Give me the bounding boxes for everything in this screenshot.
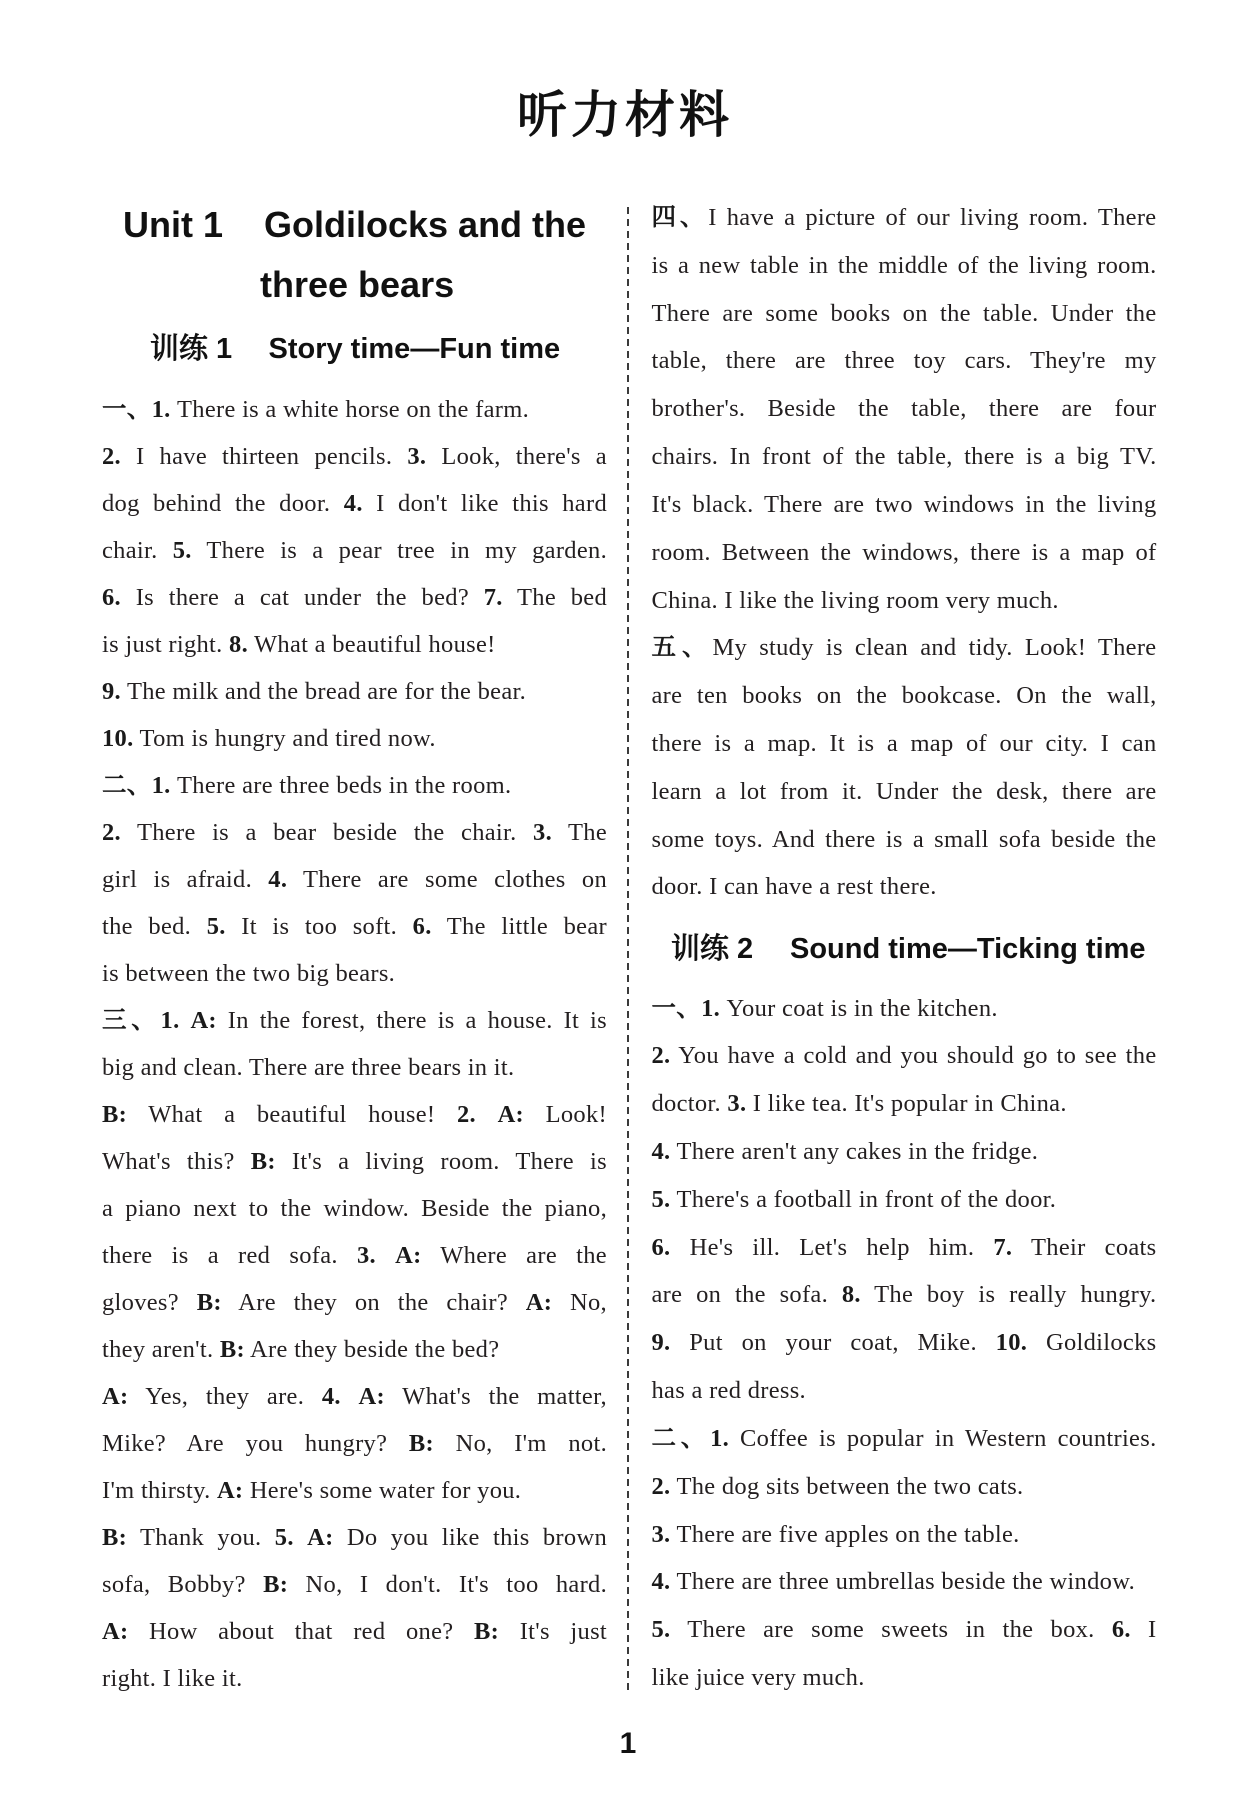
item-marker: 4. (321, 1383, 341, 1411)
item-marker: A: (102, 1383, 129, 1411)
item-marker: 5. (172, 536, 192, 564)
item-marker: A: (190, 1007, 217, 1034)
item-marker: 1. (151, 771, 171, 799)
transcript-line: the bed. 5. It is too soft. 6. The little bear (102, 912, 607, 940)
transcript-line: 4. There are three umbrellas beside the window. (651, 1568, 1136, 1596)
transcript-line: are on the sofa. 8. The boy is really hungry. (651, 1281, 1157, 1309)
item-marker: A: (102, 1618, 129, 1646)
transcript-line: they aren't. B: Are they beside the bed? (102, 1336, 500, 1364)
item-marker: 5. (651, 1616, 671, 1644)
item-marker: 9. (102, 677, 121, 705)
item-marker: 1. (160, 1007, 180, 1034)
item-marker: 1. (701, 994, 721, 1022)
transcript-line: 2. There is a bear beside the chair. 3. The (102, 818, 607, 846)
section-label: 训练 1 (150, 333, 233, 365)
item-marker: 1. (151, 395, 171, 423)
item-marker: 二、 (102, 771, 152, 799)
item-marker: 一、 (651, 994, 702, 1022)
item-marker: 一、 (102, 395, 152, 423)
section-label: 训练 2 (671, 932, 754, 965)
transcript-line: chairs. In front of the table, there is a big TV. (651, 443, 1157, 471)
item-marker: 5. (274, 1524, 294, 1552)
item-marker: 5. (206, 912, 226, 940)
unit-number: Unit 1 (123, 203, 224, 245)
item-marker: A: (358, 1383, 385, 1411)
section-title: Story time—Fun time (268, 333, 561, 365)
item-marker: 4. (268, 865, 288, 893)
transcript-line: is between the two big bears. (102, 959, 396, 987)
transcript-line: 五、My study is clean and tidy. Look! There (651, 634, 1157, 662)
transcript-line: doctor. 3. I like tea. It's popular in China. (651, 1090, 1067, 1118)
item-marker: B: (408, 1430, 434, 1458)
item-marker: 5. (651, 1185, 671, 1213)
transcript-line: is a new table in the middle of the living room. (651, 251, 1157, 279)
item-marker: A: (395, 1242, 422, 1270)
item-marker: 7. (483, 583, 503, 611)
transcript-line: A: Yes, they are. 4. A: What's the matter, (102, 1383, 607, 1411)
transcript-line: 5. There's a football in front of the door. (651, 1185, 1057, 1213)
transcript-line: It's black. There are two windows in the living (651, 490, 1157, 518)
item-marker: 8. (229, 630, 248, 658)
transcript-line: 一、1. Your coat is in the kitchen. (651, 994, 998, 1022)
transcript-line: has a red dress. (651, 1377, 806, 1405)
transcript-line: A: How about that red one? B: It's just (102, 1618, 608, 1646)
transcript-line: 二、1. Coffee is popular in Western countries. (651, 1424, 1157, 1452)
transcript-line: 2. I have thirteen pencils. 3. Look, there's a (102, 442, 607, 470)
transcript-line: is just right. 8. What a beautiful house! (102, 630, 496, 658)
item-marker: 8. (841, 1281, 861, 1309)
transcript-line: 三、1. A: In the forest, there is a house. It is (102, 1007, 607, 1034)
transcript-line: B: Thank you. 5. A: Do you like this brown (102, 1524, 607, 1552)
transcript-line: room. Between the windows, there is a map of (651, 538, 1157, 566)
item-marker: 10. (102, 724, 134, 752)
transcript-line: China. I like the living room very much. (651, 586, 1059, 614)
item-marker: 6. (412, 912, 432, 940)
transcript-line: 四、I have a picture of our living room. There (651, 203, 1157, 231)
item-marker: B: (250, 1148, 276, 1176)
unit-title-line: Goldilocks and the (264, 203, 587, 245)
item-marker: 4. (343, 489, 363, 517)
item-marker: B: (196, 1289, 222, 1317)
transcript-line: big and clean. There are three bears in it. (102, 1054, 515, 1082)
item-marker: B: (263, 1571, 289, 1599)
transcript-line: 9. Put on your coat, Mike. 10. Goldilocks (651, 1329, 1157, 1357)
transcript-line: like juice very much. (651, 1664, 865, 1692)
section-title: Sound time—Ticking time (790, 932, 1146, 965)
transcript-line: brother's. Beside the table, there are four (651, 395, 1157, 423)
transcript-line: 4. There aren't any cakes in the fridge. (651, 1137, 1039, 1165)
item-marker: 3. (533, 818, 552, 846)
item-marker: 6. (102, 583, 121, 611)
transcript-line: 6. Is there a cat under the bed? 7. The bed (102, 583, 607, 611)
item-marker: 4. (651, 1568, 671, 1596)
item-marker: 3. (356, 1242, 376, 1270)
transcript-line: learn a lot from it. Under the desk, there are (651, 777, 1157, 805)
item-marker: 2. (102, 818, 121, 846)
transcript-line: 2. The dog sits between the two cats. (651, 1472, 1024, 1500)
transcript-line: table, there are three toy cars. They're my (651, 347, 1157, 375)
item-marker: 二、 (651, 1424, 711, 1452)
transcript-line: 一、1. There is a white horse on the farm. (102, 395, 530, 423)
transcript-line: 5. There are some sweets in the box. 6. I (651, 1616, 1157, 1644)
item-marker: 6. (1111, 1616, 1131, 1644)
item-marker: 3. (651, 1520, 671, 1548)
item-marker: 四、 (651, 203, 709, 231)
transcript-line: sofa, Bobby? B: No, I don't. It's too hard. (102, 1571, 608, 1599)
item-marker: 10. (995, 1329, 1028, 1357)
transcript-line: chair. 5. There is a pear tree in my garden. (102, 536, 607, 564)
transcript-line: 9. The milk and the bread are for the bear. (102, 677, 527, 705)
transcript-line: 2. You have a cold and you should go to see the (651, 1042, 1157, 1070)
item-marker: 1. (710, 1424, 730, 1452)
transcript-line: some toys. And there is a small sofa beside the (651, 825, 1157, 853)
transcript-line: door. I can have a rest there. (651, 873, 937, 901)
item-marker: 3. (407, 442, 427, 470)
item-marker: B: (219, 1336, 245, 1364)
transcript-line: There are some books on the table. Under the (651, 299, 1157, 327)
transcript-line: I'm thirsty. A: Here's some water for you. (102, 1477, 522, 1505)
item-marker: B: (102, 1101, 128, 1129)
item-marker: A: (497, 1101, 525, 1129)
item-marker: 6. (651, 1233, 671, 1261)
item-marker: A: (525, 1289, 553, 1317)
item-marker: B: (474, 1618, 500, 1646)
transcript-line: 3. There are five apples on the table. (651, 1520, 1020, 1548)
item-marker: 三、 (102, 1007, 161, 1034)
item-marker: A: (307, 1524, 334, 1552)
page-title: 听力材料 (517, 86, 733, 144)
item-marker: 2. (651, 1042, 671, 1070)
transcript-line: right. I like it. (102, 1665, 243, 1693)
unit-title-line: three bears (260, 263, 455, 305)
item-marker: 2. (651, 1472, 671, 1500)
item-marker: 7. (993, 1233, 1013, 1261)
item-marker: 2. (102, 442, 121, 470)
transcript-line: girl is afraid. 4. There are some clothes on (102, 865, 607, 893)
transcript-line: 10. Tom is hungry and tired now. (102, 724, 436, 752)
item-marker: B: (102, 1524, 128, 1552)
transcript-line: are ten books on the bookcase. On the wall, (651, 682, 1157, 710)
transcript-line: dog behind the door. 4. I don't like this hard (102, 489, 607, 517)
transcript-line: B: What a beautiful house! 2. A: Look! (102, 1101, 607, 1129)
transcript-line: 二、1. There are three beds in the room. (102, 771, 512, 799)
item-marker: 2. (456, 1101, 476, 1129)
item-marker: 4. (651, 1137, 671, 1165)
left-column (102, 386, 607, 1703)
item-marker: 9. (651, 1329, 671, 1357)
right-column-bottom (652, 985, 1157, 1702)
transcript-line: 6. He's ill. Let's help him. 7. Their coats (651, 1233, 1157, 1261)
transcript-line: there is a map. It is a map of our city. I can (651, 730, 1157, 757)
transcript-line: there is a red sofa. 3. A: Where are the (102, 1242, 607, 1270)
transcript-line: What's this? B: It's a living room. There is (102, 1148, 607, 1176)
page-number: 1 (619, 1727, 637, 1760)
transcript-line: Mike? Are you hungry? B: No, I'm not. (102, 1430, 607, 1458)
transcript-line: a piano next to the window. Beside the piano, (102, 1195, 607, 1223)
item-marker: 3. (727, 1090, 747, 1118)
item-marker: A: (216, 1477, 244, 1505)
transcript-line: gloves? B: Are they on the chair? A: No, (102, 1289, 607, 1317)
column-divider (627, 207, 629, 1694)
item-marker: 五、 (651, 634, 713, 662)
right-column-top (652, 194, 1157, 911)
